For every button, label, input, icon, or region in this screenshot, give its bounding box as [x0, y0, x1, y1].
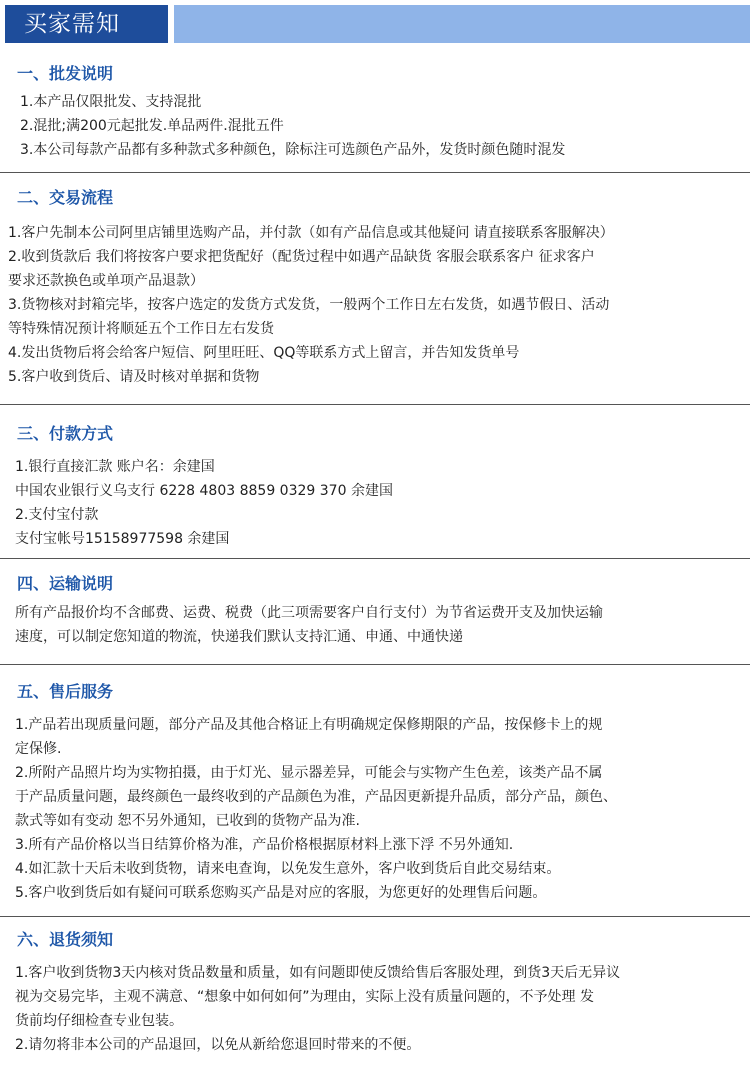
section-line: 5.客户收到货后如有疑问可联系您购买产品是对应的客服，为您更好的处理售后问题。	[15, 885, 547, 901]
section-line: 5.客户收到货后、请及时核对单据和货物	[8, 369, 260, 385]
section-divider	[0, 558, 750, 559]
section-line: 视为交易完毕，主观不满意、“想象中如何如何”为理由，实际上没有质量问题的，不予处理 发	[15, 989, 594, 1005]
section-title: 六、退货须知	[17, 930, 114, 949]
section-divider	[0, 916, 750, 917]
section-line: 货前均仔细检查专业包装。	[15, 1013, 183, 1029]
section-line: 支付宝帐号15158977598 余建国	[15, 531, 230, 547]
section-line: 3.所有产品价格以当日结算价格为准，产品价格根据原材料上涨下浮 不另外通知.	[15, 837, 514, 853]
section-line: 所有产品报价均不含邮费、运费、税费（此三项需要客户自行支付）为节省运费开支及加快运输	[15, 605, 603, 621]
section-line: 定保修.	[15, 741, 62, 757]
section-title: 二、交易流程	[17, 188, 114, 207]
section-line: 1.客户收到货物3天内核对货品数量和质量，如有问题即使反馈给售后客服处理，到货3天后无异议	[15, 965, 621, 981]
section-line: 4.发出货物后将会给客户短信、阿里旺旺、QQ等联系方式上留言，并告知发货单号	[8, 345, 520, 361]
section-divider	[0, 404, 750, 405]
section-line: 要求还款换色或单项产品退款）	[8, 273, 204, 289]
section-line: 4.如汇款十天后未收到货物，请来电查询，以免发生意外，客户收到货后自此交易结束。	[15, 861, 561, 877]
section-line: 中国农业银行义乌支行 6228 4803 8859 0329 370 余建国	[15, 483, 393, 499]
page-header	[0, 0, 750, 48]
section-line: 3.本公司每款产品都有多种款式多种颜色，除标注可选颜色产品外，发货时颜色随时混发	[20, 142, 566, 158]
section-line: 2.所附产品照片均为实物拍摄，由于灯光、显示器差异，可能会与实物产生色差，该类产品不属	[15, 765, 603, 781]
section-line: 2.收到货款后 我们将按客户要求把货配好（配货过程中如遇产品缺货 客服会联系客户 征求客户	[8, 249, 595, 265]
section-line: 速度，可以制定您知道的物流，快递我们默认支持汇通、申通、中通快递	[15, 629, 463, 645]
header-bar	[174, 5, 750, 43]
section-title: 四、运输说明	[17, 574, 114, 593]
section-line: 3.货物核对封箱完毕，按客户选定的发货方式发货，一般两个工作日左右发货，如遇节假日、活动	[8, 297, 610, 313]
section-line: 等特殊情况预计将顺延五个工作日左右发货	[8, 321, 274, 337]
section-title: 一、批发说明	[17, 64, 114, 83]
section-line: 1.客户先制本公司阿里店铺里选购产品，并付款（如有产品信息或其他疑问 请直接联系客服解决）	[8, 225, 614, 241]
section-divider	[0, 664, 750, 665]
section-line: 1.银行直接汇款 账户名：余建国	[15, 459, 215, 475]
section-line: 2.混批;满200元起批发.单品两件.混批五件	[20, 118, 284, 134]
page-title: 买家需知	[5, 5, 168, 43]
section-line: 1.本产品仅限批发、支持混批	[20, 94, 202, 110]
section-line: 1.产品若出现质量问题，部分产品及其他合格证上有明确规定保修期限的产品，按保修卡上的规	[15, 717, 603, 733]
section-title: 三、付款方式	[17, 424, 114, 443]
section-line: 2.请勿将非本公司的产品退回，以免从新给您退回时带来的不便。	[15, 1037, 421, 1053]
section-line: 款式等如有变动 恕不另外通知，已收到的货物产品为准.	[15, 813, 360, 829]
section-line: 2.支付宝付款	[15, 507, 99, 523]
section-title: 五、售后服务	[17, 682, 114, 701]
section-divider	[0, 172, 750, 173]
section-line: 于产品质量问题，最终颜色一最终收到的产品颜色为准，产品因更新提升品质，部分产品，颜色、	[15, 789, 617, 805]
